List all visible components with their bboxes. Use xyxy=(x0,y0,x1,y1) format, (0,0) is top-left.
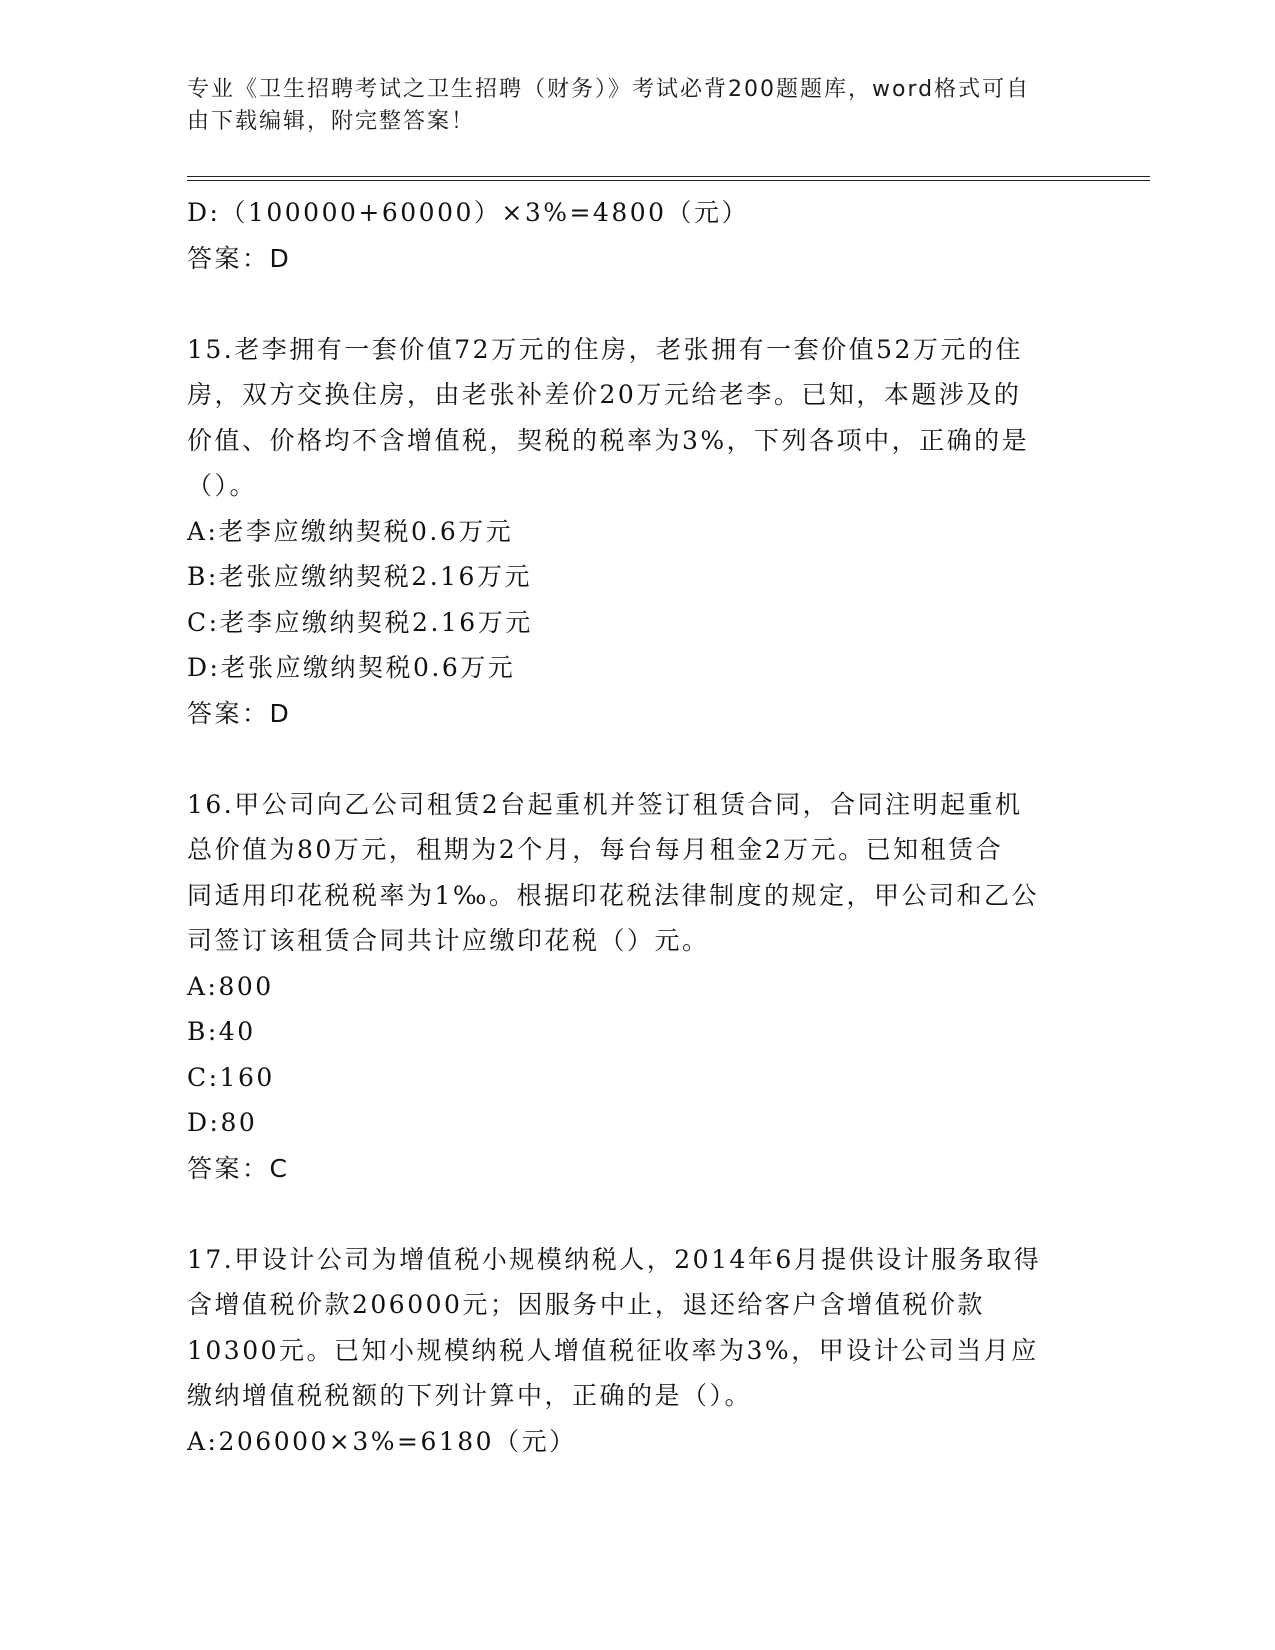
document-header xyxy=(187,74,1087,138)
question-text-line: （）。 xyxy=(187,471,258,500)
option-c: C:160 xyxy=(187,1062,275,1092)
answer-line: 答案：D xyxy=(187,698,292,728)
question-text-line: 17.甲设计公司为增值税小规模纳税人，2014年6月提供设计服务取得 xyxy=(187,1244,1042,1274)
question-15 xyxy=(187,327,1087,737)
header-line-1: 专业《卫生招聘考试之卫生招聘（财务）》考试必背200题题库，word格式可自 xyxy=(187,77,1031,102)
option-d: D:老张应缴纳契税0.6万元 xyxy=(187,653,516,682)
document-body xyxy=(187,190,1087,1464)
answer-line: 答案：D xyxy=(187,243,292,273)
spacer xyxy=(187,736,1087,782)
question-text-line: 价值、价格均不含增值税，契税的税率为3%，下列各项中，正确的是 xyxy=(187,425,1030,455)
question-16 xyxy=(187,782,1087,1192)
option-a: A:老李应缴纳契税0.6万元 xyxy=(187,516,514,546)
option-b: B:40 xyxy=(187,1017,256,1046)
question-14-tail xyxy=(187,190,1087,281)
question-text-line: 10300元。已知小规模纳税人增值税征收率为3%，甲设计公司当月应 xyxy=(187,1335,1039,1365)
spacer xyxy=(187,281,1087,327)
option-a: A:206000×3%=6180（元） xyxy=(187,1426,577,1456)
question-text-line: 司签订该租赁合同共计应缴印花税（）元。 xyxy=(187,926,710,955)
question-text-line: 含增值税价款206000元；因服务中止，退还给客户含增值税价款 xyxy=(187,1290,985,1319)
question-text-line: 房，双方交换住房，由老张补差价20万元给老李。已知，本题涉及的 xyxy=(187,380,1022,409)
option-c: C:老李应缴纳契税2.16万元 xyxy=(187,607,533,637)
question-text-line: 同适用印花税税率为1‰。根据印花税法律制度的规定，甲公司和乙公 xyxy=(187,880,1039,910)
option-d: D:（100000+60000）×3%=4800（元） xyxy=(187,198,750,227)
header-line-2: 由下载编辑，附完整答案！ xyxy=(187,109,476,134)
question-text-line: 缴纳增值税税额的下列计算中，正确的是（）。 xyxy=(187,1381,753,1410)
answer-line: 答案：C xyxy=(187,1153,290,1183)
spacer xyxy=(187,1191,1087,1237)
question-text-line: 16.甲公司向乙公司租赁2台起重机并签订租赁合同，合同注明起重机 xyxy=(187,789,1023,819)
option-a: A:800 xyxy=(187,971,274,1001)
option-b: B:老张应缴纳契税2.16万元 xyxy=(187,562,532,591)
question-text-line: 总价值为80万元，租期为2个月，每台每月租金2万元。已知租赁合 xyxy=(187,835,1004,864)
header-divider-bottom xyxy=(187,180,1150,181)
header-divider-top xyxy=(187,176,1150,177)
option-d: D:80 xyxy=(187,1108,258,1137)
question-17 xyxy=(187,1237,1087,1465)
question-text-line: 15.老李拥有一套价值72万元的住房，老张拥有一套价值52万元的住 xyxy=(187,334,1023,364)
